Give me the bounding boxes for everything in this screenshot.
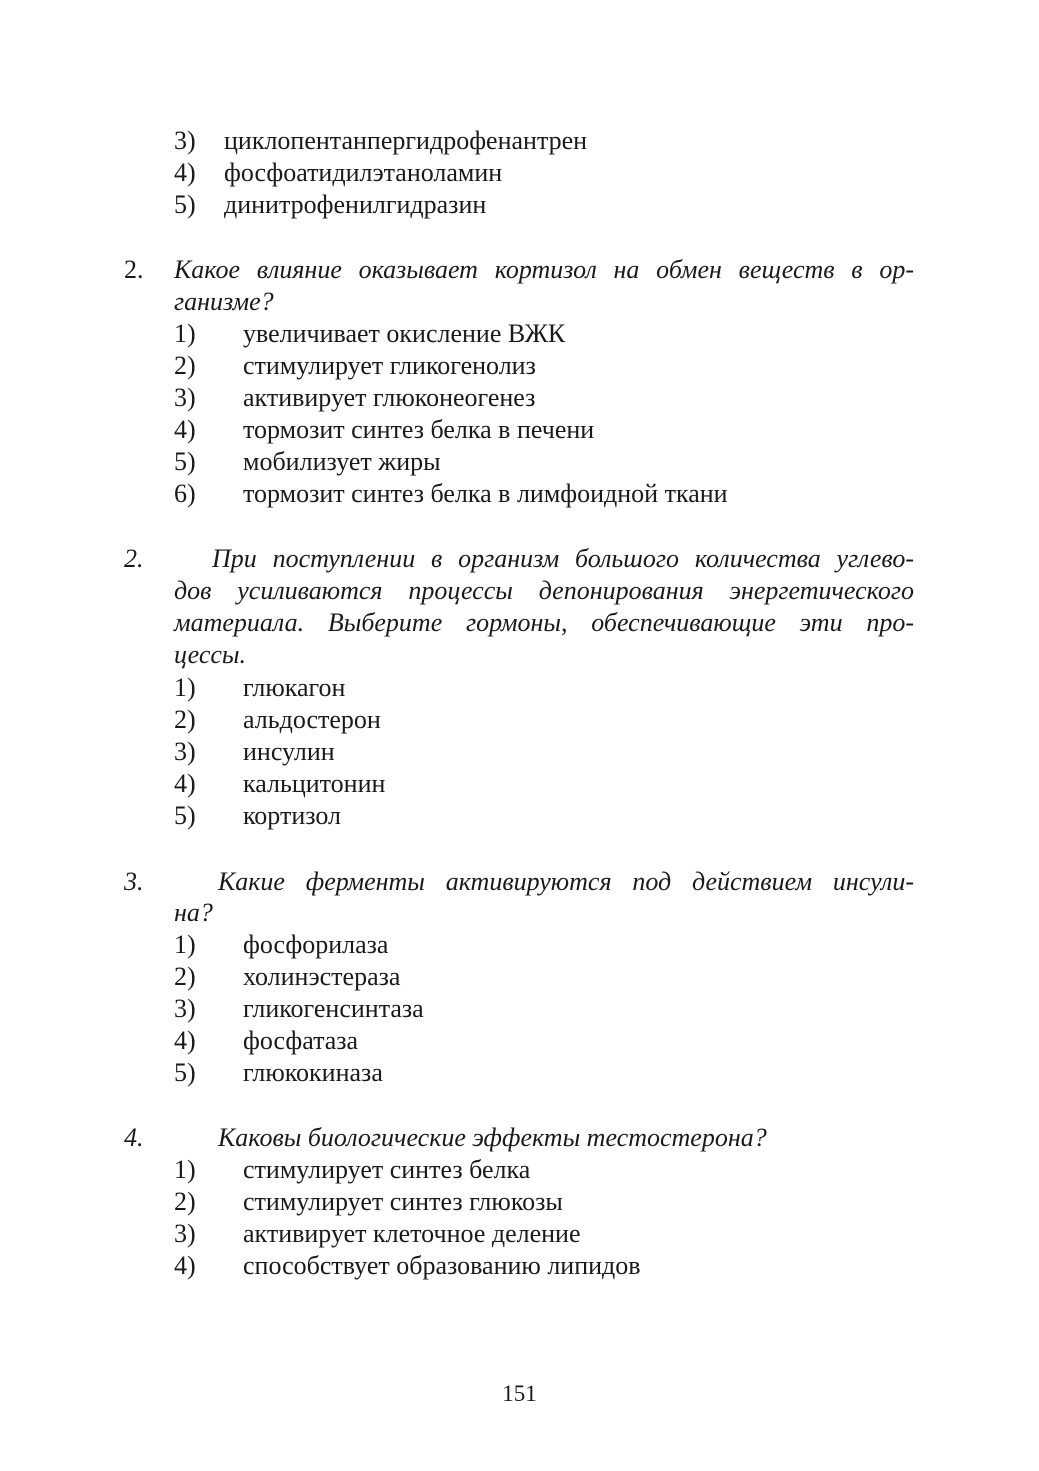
option-number: 5) (174, 447, 196, 476)
option-text: циклопентанпергидрофенантрен (224, 126, 588, 155)
option-text: мобилизует жиры (243, 447, 441, 476)
question-number: 4. (124, 1123, 144, 1152)
option-number: 6) (174, 479, 196, 508)
question-number: 2. (124, 544, 144, 573)
question-text-line: материала. Выберите гормоны, обеспечивающие эти про- (174, 608, 914, 637)
question-text-line: При поступлении в организм большого количества углево- (212, 544, 914, 573)
option-text: стимулирует синтез глюкозы (243, 1187, 563, 1216)
option-number: 1) (174, 1155, 196, 1184)
option-number: 5) (174, 801, 196, 830)
question-text-line: на? (174, 898, 213, 927)
option-number: 4) (174, 769, 196, 798)
option-text: глюкагон (243, 673, 346, 702)
question-text-line: дов усиливаются процессы депонирования энергетического (174, 576, 914, 605)
question-number: 3. (124, 867, 144, 896)
option-text: тормозит синтез белка в печени (243, 415, 595, 444)
option-text: инсулин (243, 737, 335, 766)
option-number: 4) (174, 1026, 196, 1055)
option-text: кортизол (243, 801, 341, 830)
question-text-line: Какие ферменты активируются под действием инсули- (218, 867, 914, 896)
option-text: глюкокиназа (243, 1058, 383, 1087)
option-number: 2) (174, 351, 196, 380)
question-text-line: Какое влияние оказывает кортизол на обмен веществ в ор- (174, 255, 914, 284)
option-number: 3) (174, 994, 196, 1023)
page-number: 151 (502, 1381, 537, 1406)
option-number: 1) (174, 673, 196, 702)
question-number: 2. (124, 255, 144, 284)
option-number: 3) (174, 383, 196, 412)
option-number: 1) (174, 930, 196, 959)
option-number: 3) (174, 737, 196, 766)
option-text: тормозит синтез белка в лимфоидной ткани (243, 479, 728, 508)
option-number: 2) (174, 705, 196, 734)
option-number: 3) (174, 1219, 196, 1248)
option-number: 2) (174, 1187, 196, 1216)
option-text: стимулирует синтез белка (243, 1155, 531, 1184)
option-text: активирует клеточное деление (243, 1219, 581, 1248)
option-number: 5) (174, 190, 196, 219)
question-text-line: ганизме? (174, 287, 274, 316)
option-text: стимулирует гликогенолиз (243, 351, 536, 380)
option-text: гликогенсинтаза (243, 994, 424, 1023)
question-text-line: Каковы биологические эффекты тестостерона? (218, 1123, 767, 1152)
option-text: динитрофенилгидразин (224, 190, 487, 219)
option-text: активирует глюконеогенез (243, 383, 536, 412)
option-text: увеличивает окисление ВЖК (243, 319, 566, 348)
option-text: холинэстераза (243, 962, 401, 991)
option-text: способствует образованию липидов (243, 1251, 641, 1280)
option-number: 4) (174, 158, 196, 187)
option-number: 5) (174, 1058, 196, 1087)
option-number: 4) (174, 415, 196, 444)
option-text: фосфоатидилэтаноламин (224, 158, 503, 187)
option-number: 4) (174, 1251, 196, 1280)
option-text: фосфорилаза (243, 930, 389, 959)
question-text-line: цессы. (174, 640, 247, 669)
option-number: 2) (174, 962, 196, 991)
option-text: фосфатаза (243, 1026, 359, 1055)
option-text: альдостерон (243, 705, 381, 734)
option-number: 1) (174, 319, 196, 348)
option-text: кальцитонин (243, 769, 386, 798)
option-number: 3) (174, 126, 196, 155)
